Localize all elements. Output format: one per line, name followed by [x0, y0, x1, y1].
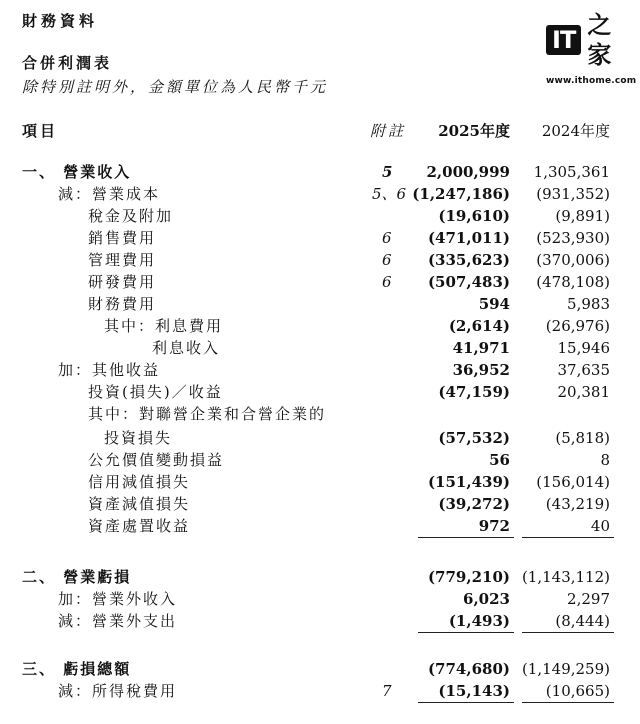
row-value-2025: 6,023	[463, 590, 510, 608]
row-value-2025: (1,247,186)	[412, 185, 510, 203]
row-label: 加：營業外收入	[58, 590, 178, 608]
column-header-2025: 2025年度	[438, 122, 510, 140]
row-value-2024: (156,014)	[536, 473, 610, 491]
row-value-2024: (26,976)	[545, 317, 610, 335]
row-value-2025: 972	[478, 517, 510, 535]
ithome-logo	[546, 10, 637, 86]
column-header-item: 項目	[22, 122, 59, 140]
row-value-2024: 8	[600, 451, 610, 469]
table-row	[0, 337, 640, 359]
row-value-2024: 2,297	[567, 590, 610, 608]
table-row	[0, 493, 640, 515]
row-value-2025: (507,483)	[427, 273, 510, 291]
row-value-2024: 15,946	[557, 339, 610, 357]
row-label: 其中：對聯營企業和合營企業的	[88, 405, 327, 423]
row-value-2024: (1,143,112)	[521, 568, 610, 586]
section-heading: 財務資料	[22, 12, 99, 30]
row-value-2024: 5,983	[567, 295, 610, 313]
table-row	[0, 271, 640, 293]
row-label: 投資損失	[104, 429, 173, 447]
row-value-2025: 41,971	[452, 339, 510, 357]
row-value-2024: (1,149,259)	[521, 660, 610, 678]
table-row	[0, 315, 640, 337]
logo-mark: IT	[546, 25, 581, 55]
row-label: 投資(損失)／收益	[88, 383, 223, 401]
row-note: 6	[382, 251, 392, 269]
row-label: 其中：利息費用	[104, 317, 224, 335]
row-value-2025: (335,623)	[427, 251, 510, 269]
row-note: 7	[382, 682, 392, 700]
row-label: 一、 營業收入	[22, 163, 132, 181]
table-row	[0, 381, 640, 403]
row-label: 稅金及附加	[88, 207, 174, 225]
row-label: 三、 虧損總額	[22, 660, 132, 678]
row-note: 6	[382, 229, 392, 247]
row-label: 利息收入	[152, 339, 221, 357]
statement-title: 合併利潤表	[22, 54, 113, 72]
table-row	[0, 359, 640, 381]
row-value-2025: (57,532)	[438, 429, 510, 447]
row-note: 5、6	[372, 185, 407, 203]
row-value-2024: (931,352)	[536, 185, 610, 203]
row-value-2025: (471,011)	[427, 229, 510, 247]
row-label: 銷售費用	[88, 229, 157, 247]
row-value-2024: (43,219)	[545, 495, 610, 513]
row-label: 資產處置收益	[88, 517, 191, 535]
row-value-2024: (8,444)	[555, 612, 610, 630]
row-value-2024: 1,305,361	[533, 163, 610, 181]
table-row	[0, 515, 640, 537]
row-value-2025: (1,493)	[448, 612, 510, 630]
subtotal-underline-2024	[522, 537, 614, 538]
table-row	[0, 427, 640, 449]
table-row	[0, 588, 640, 610]
table-row	[0, 205, 640, 227]
subtotal-underline-2024	[522, 702, 614, 703]
row-label: 信用減值損失	[88, 473, 191, 491]
row-value-2024: (9,891)	[555, 207, 610, 225]
table-row	[0, 161, 640, 183]
table-row	[0, 183, 640, 205]
row-value-2025: (779,210)	[427, 568, 510, 586]
table-row	[0, 566, 640, 588]
logo-url: www.ithome.com	[546, 76, 637, 86]
table-row	[0, 658, 640, 680]
column-header-2024: 2024年度	[541, 122, 610, 140]
row-label: 資產減值損失	[88, 495, 191, 513]
row-value-2024: 20,381	[557, 383, 610, 401]
logo-cn-text: 之家	[587, 11, 612, 69]
row-value-2025: 36,952	[452, 361, 510, 379]
row-value-2024: 40	[590, 517, 610, 535]
table-row	[0, 249, 640, 271]
statement-subtitle: 除特別註明外，金額單位為人民幣千元	[22, 78, 329, 96]
table-row	[0, 403, 640, 425]
row-note: 5	[382, 163, 393, 181]
row-label: 管理費用	[88, 251, 157, 269]
row-value-2025: (151,439)	[427, 473, 510, 491]
row-value-2025: (19,610)	[438, 207, 510, 225]
row-value-2024: (478,108)	[536, 273, 610, 291]
row-value-2025: (2,614)	[448, 317, 510, 335]
row-value-2024: (5,818)	[555, 429, 610, 447]
row-value-2025: 594	[478, 295, 510, 313]
subtotal-underline-2025	[418, 632, 514, 633]
row-value-2024: 37,635	[557, 361, 610, 379]
subtotal-underline-2024	[522, 632, 614, 633]
row-note: 6	[382, 273, 392, 291]
table-row	[0, 449, 640, 471]
row-value-2025: (47,159)	[438, 383, 510, 401]
table-row	[0, 227, 640, 249]
row-label: 公允價值變動損益	[88, 451, 225, 469]
table-row	[0, 610, 640, 632]
table-row	[0, 471, 640, 493]
row-value-2025: 2,000,999	[426, 163, 510, 181]
row-label: 財務費用	[88, 295, 157, 313]
table-row	[0, 680, 640, 702]
row-label: 減：所得稅費用	[58, 682, 178, 700]
row-value-2025: 56	[489, 451, 510, 469]
row-value-2024: (523,930)	[536, 229, 610, 247]
row-value-2025: (15,143)	[438, 682, 510, 700]
row-value-2025: (774,680)	[427, 660, 510, 678]
row-value-2024: (10,665)	[545, 682, 610, 700]
row-label: 減：營業成本	[58, 185, 161, 203]
row-value-2024: (370,006)	[536, 251, 610, 269]
row-label: 研發費用	[88, 273, 157, 291]
row-label: 二、 營業虧損	[22, 568, 132, 586]
subtotal-underline-2025	[418, 702, 514, 703]
row-value-2025: (39,272)	[438, 495, 510, 513]
table-row	[0, 293, 640, 315]
column-header-note: 附註	[370, 122, 407, 140]
subtotal-underline-2025	[418, 537, 514, 538]
row-label: 加：其他收益	[58, 361, 161, 379]
row-label: 減：營業外支出	[58, 612, 178, 630]
